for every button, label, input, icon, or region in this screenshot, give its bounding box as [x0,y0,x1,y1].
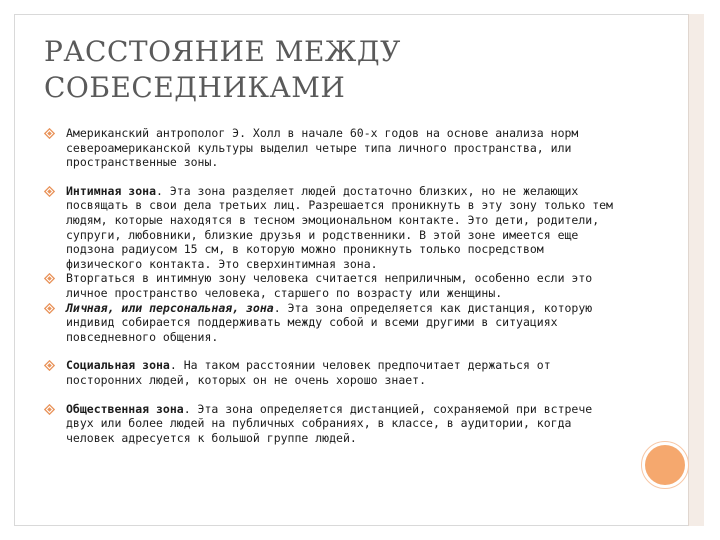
bullet-text: Вторгаться в интимную зону человека считается неприличным, особенно если это личное пространство человека, старшего по возрасту или женщины. [66,271,593,300]
list-item [44,402,624,446]
bullet-text: . Эта зона разделяет людей достаточно близких, но не желающих посвящать в свои дела третьих лиц. Разрешается проникнуть в эту зону только тем людям, которые находятся в тесном эмоциональном контакте. Это дети, родители, супруги, любовники, близкие друзья и родственники. В этой зоне имеется еще подзона радиусом 15 см, в которую можно проникнуть только посредством физического контакта. Это сверхинтимная зона. [66,183,613,271]
bullet-icon [44,404,55,415]
list-item [44,126,624,170]
decorative-side-bar [688,14,704,526]
slide-title-line-1: РАССТОЯНИЕ МЕЖДУ [44,35,401,68]
list-item [44,271,624,300]
bullet-term: Общественная зона [66,401,184,416]
bullet-icon [44,128,55,139]
slide-title-line-2: СОБЕСЕДНИКАМИ [44,71,346,104]
bullet-list [44,126,624,445]
decorative-circle [645,445,685,485]
slide-title [44,34,624,106]
list-item [44,358,624,387]
bullet-term: Личная, или персональная, зона [66,300,274,315]
bullet-term: Интимная зона [66,183,157,198]
bullet-icon [44,303,55,314]
bullet-icon [44,186,55,197]
bullet-term: Социальная зона [66,358,170,373]
bullet-text: Американский антрополог Э. Холл в начале 60-х годов на основе анализа норм североамериканской культуры выделил четыре типа личного пространства, или пространственные зоны. [66,126,579,170]
list-item [44,184,624,272]
bullet-text: . На таком расстоянии человек предпочитает держаться от посторонних людей, которых он не очень хорошо знает. [66,358,551,387]
bullet-text: . Эта зона определяется дистанцией, сохраняемой при встрече двух или более людей на публичных собраниях, в классе, в аудитории, когда человек адресуется к большой группе людей. [66,401,593,445]
list-item [44,301,624,345]
bullet-icon [44,360,55,371]
bullet-icon [44,273,55,284]
bullet-text: . Эта зона определяется как дистанция, которую индивид собирается поддерживать между собой и всеми другими в ситуациях повседневного общения. [66,300,593,344]
